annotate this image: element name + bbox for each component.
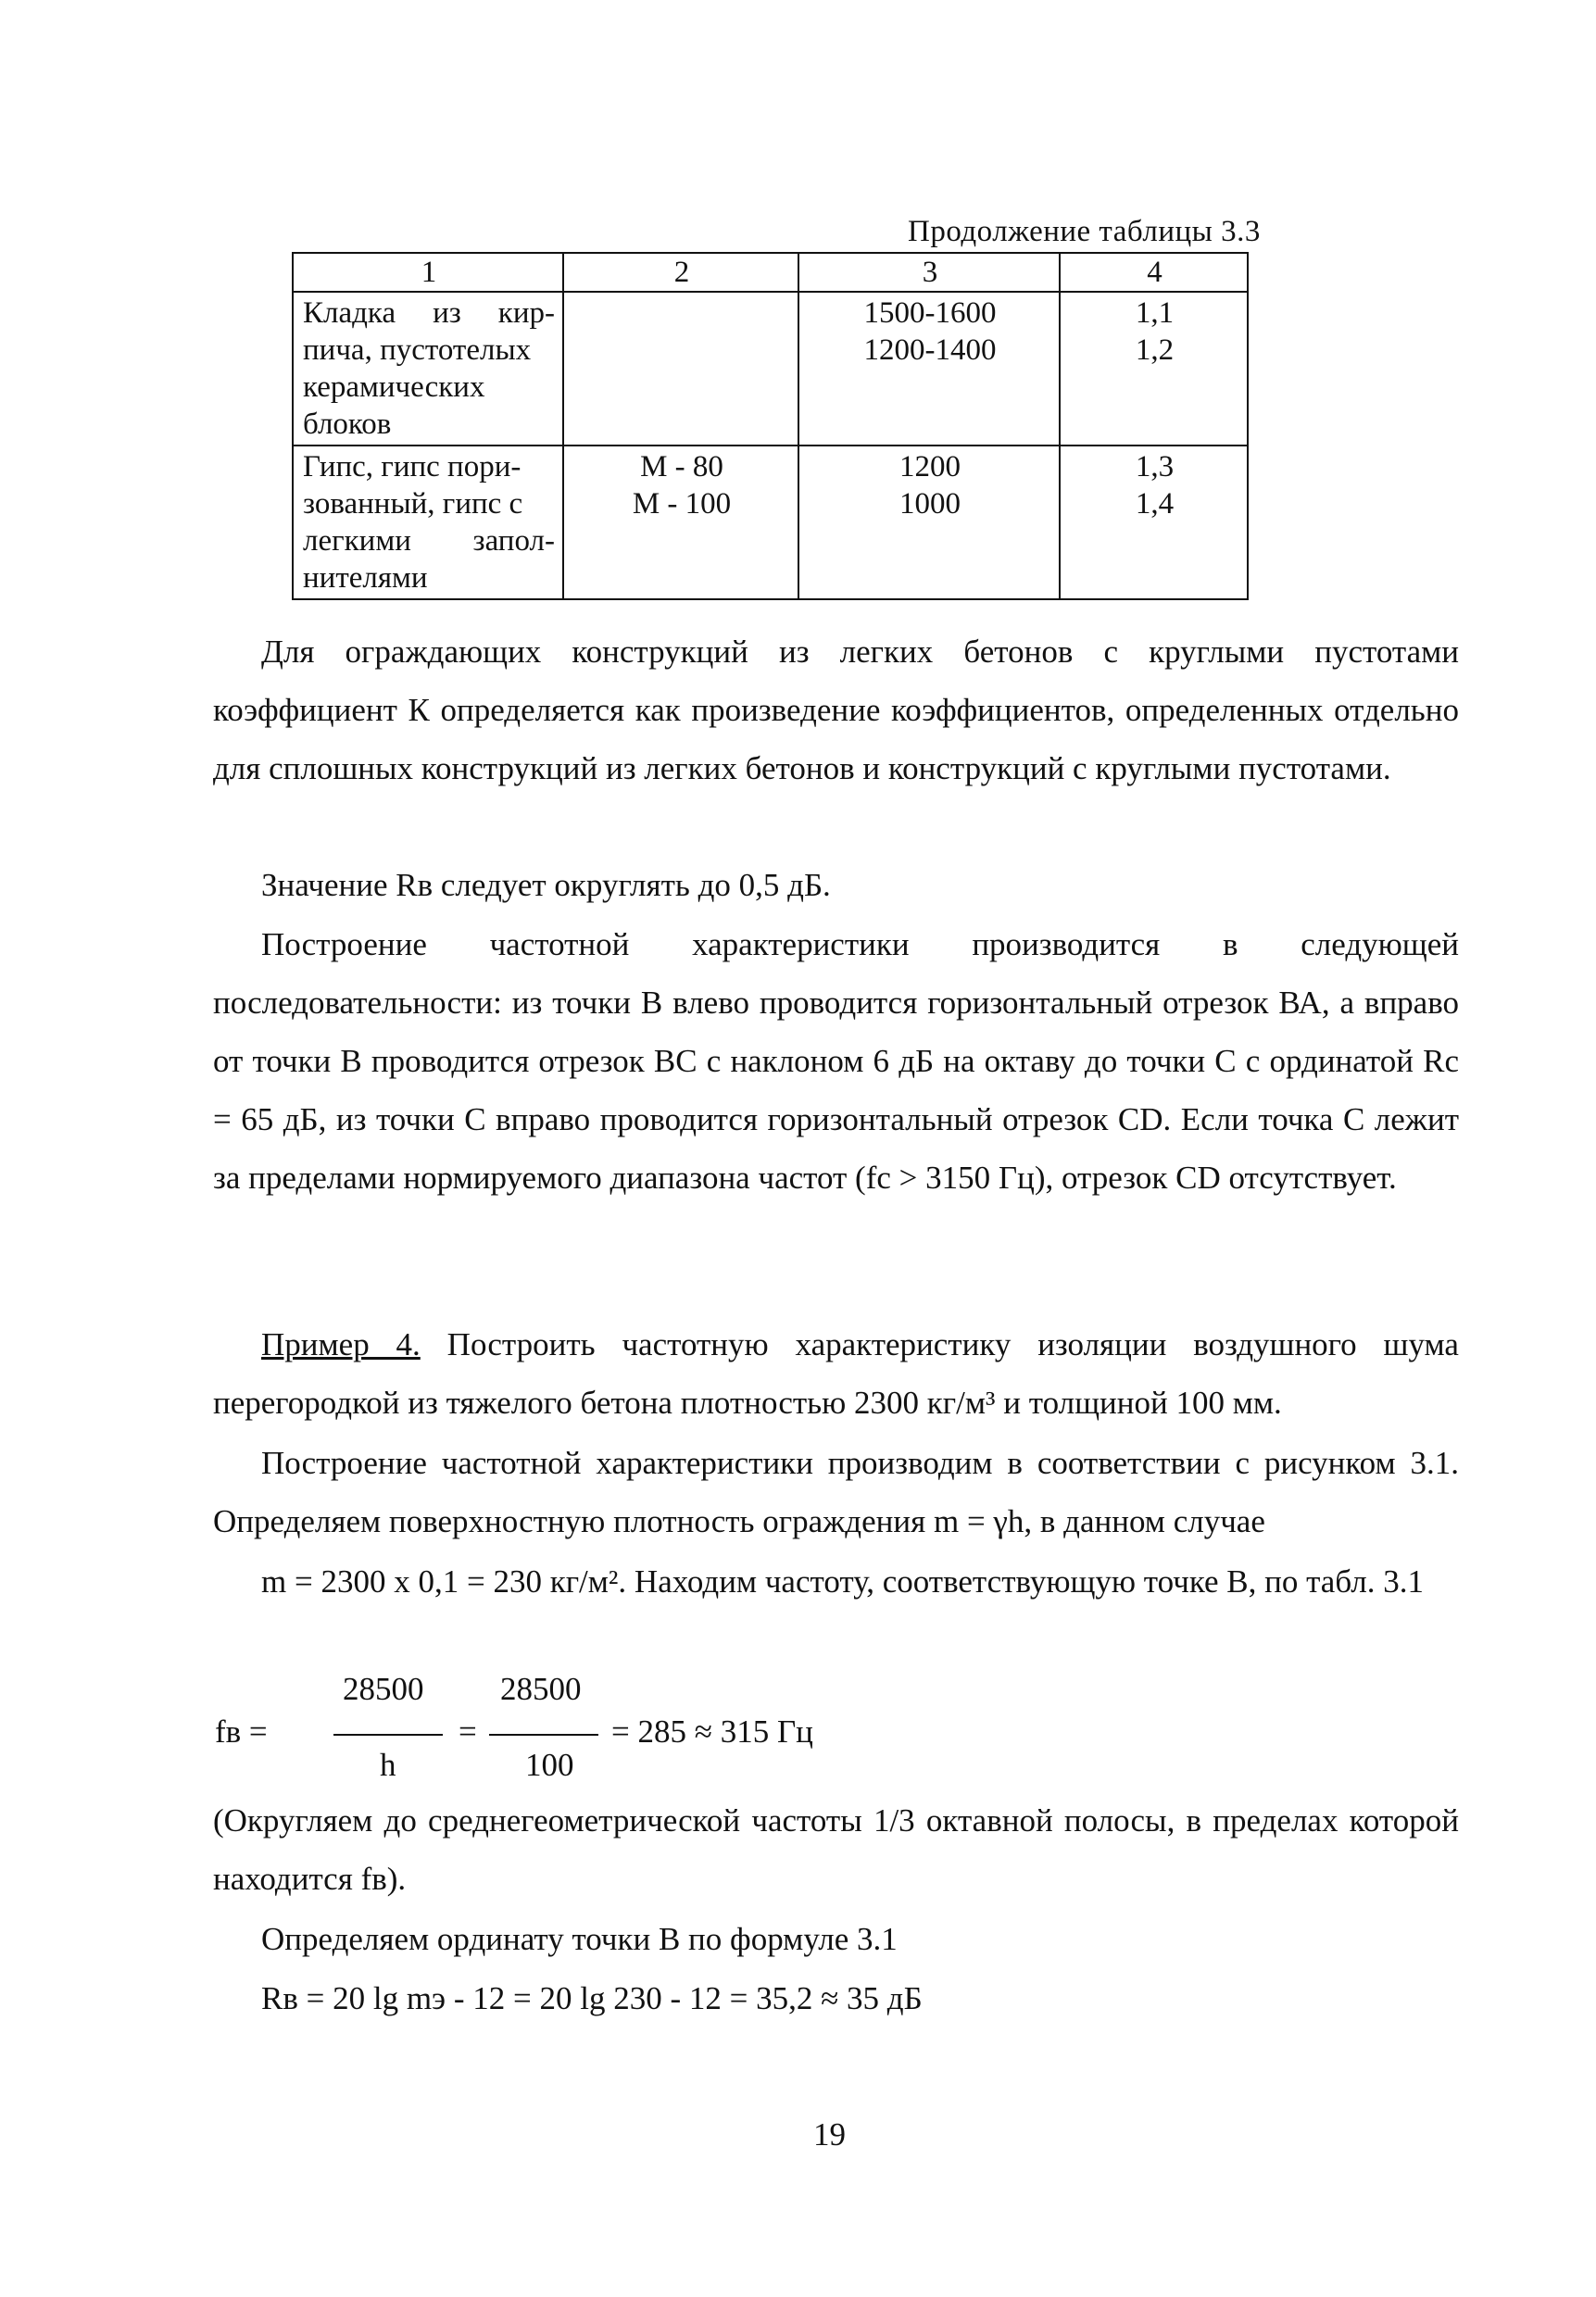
eq-result: = 285 ≈ 315 Гц	[611, 1713, 813, 1750]
material-line: нителями	[303, 561, 428, 595]
paragraph-text: Построить частотную характеристику изоляции воздушного шума перегородкой из тяжелого бетона плотностью 2300 кг/м³ и толщиной 100 мм.	[213, 1326, 1459, 1421]
table-row	[293, 446, 1248, 599]
paragraph-construction	[213, 915, 1459, 1207]
paragraph-rounding-note	[213, 1791, 1459, 1908]
paragraph-text: m = 2300 x 0,1 = 230 кг/м². Находим частоту, соответствующую точке В, по табл. 3.1	[261, 1563, 1424, 1600]
grade-cell	[563, 446, 798, 599]
eq-equals: =	[459, 1713, 477, 1750]
table-3-3	[292, 252, 1249, 600]
paragraph-surface-density	[213, 1434, 1459, 1550]
k-value: 1,3	[1135, 450, 1175, 483]
paragraph-text: Значение Rв следует округлять до 0,5 дБ.	[261, 867, 831, 903]
density-value: 1500-1600	[863, 296, 997, 330]
material-line: легкими запол-	[303, 524, 555, 558]
paragraph-text: Определяем ординату точки В по формуле 3.1	[261, 1921, 898, 1957]
material-line: керамических	[303, 370, 485, 404]
header-cell-3: 3	[798, 253, 1060, 292]
eq-denominator-2: 100	[525, 1747, 574, 1783]
table-caption: Продолжение таблицы 3.3	[908, 215, 1261, 248]
header-cell-1: 1	[293, 253, 563, 292]
paragraph-text: Построение частотной характеристики производим в соответствии с рисунком 3.1. Определяем поверхностную плотность ограждения m = γh, в данном случае	[213, 1445, 1459, 1539]
eq-denominator-1: h	[380, 1747, 396, 1783]
paragraph-text: Для ограждающих конструкций из легких бетонов с круглыми пустотами коэффициент К определяется как произведение коэффициентов, определенных отдельно для сплошных конструкций из легких бетонов и конструкций с круглыми пустотами.	[213, 634, 1459, 786]
density-value: 1000	[899, 487, 961, 521]
equation-rb	[213, 1969, 1459, 2027]
paragraph-lightweight-concrete	[213, 622, 1459, 797]
paragraph-ordinate	[213, 1910, 1459, 1968]
eq-numerator-2: 28500	[500, 1671, 582, 1707]
k-cell	[1060, 446, 1248, 599]
k-cell	[1060, 292, 1248, 446]
material-line: Гипс, гипс пори-	[303, 450, 522, 483]
density-value: 1200-1400	[863, 333, 997, 367]
grade-value: М - 80	[640, 450, 723, 483]
fraction-bar	[489, 1734, 598, 1736]
paragraph-text: (Округляем до среднегеометрической частоты 1/3 октавной полосы, в пределах которой находится fв).	[213, 1802, 1459, 1897]
k-value: 1,1	[1135, 296, 1175, 330]
header-cell-2: 2	[563, 253, 798, 292]
paragraph-text: Построение частотной характеристики производится в следующей последовательности: из точки В влево проводится горизонтальный отрезок ВА, а вправо от точки В проводится отрезок ВС с наклоном 6 дБ на октаву до точки С с ординатой Rс = 65 дБ, из точки С вправо проводится горизонтальный отрезок CD. Если точка С лежит за пределами нормируемого диапазона частот (fс > 3150 Гц), отрезок CD отсутствует.	[213, 926, 1459, 1196]
material-line: блоков	[303, 408, 392, 441]
table-header-row	[293, 253, 1248, 292]
material-cell	[293, 446, 563, 599]
paragraph-example-4	[213, 1315, 1459, 1432]
eq-numerator-1: 28500	[343, 1671, 424, 1707]
material-line: зованный, гипс с	[303, 487, 523, 521]
table-row	[293, 292, 1248, 446]
density-value: 1200	[899, 450, 961, 483]
equation-text: Rв = 20 lg mэ - 12 = 20 lg 230 - 12 = 35,2 ≈ 35 дБ	[261, 1980, 923, 2016]
page-number: 19	[813, 2116, 846, 2153]
grade-cell	[563, 292, 798, 446]
fraction-bar	[333, 1734, 443, 1736]
eq-lhs: fв =	[215, 1713, 268, 1750]
k-value: 1,4	[1135, 487, 1175, 521]
material-line: пича, пустотелых	[303, 333, 532, 367]
paragraph-mass-calc	[213, 1552, 1459, 1611]
k-value: 1,2	[1135, 333, 1175, 367]
example-label: Пример 4.	[261, 1326, 421, 1362]
material-line: Кладка из кир-	[303, 296, 555, 330]
density-cell	[798, 292, 1060, 446]
grade-value: М - 100	[632, 487, 732, 521]
material-cell	[293, 292, 563, 446]
header-cell-4: 4	[1060, 253, 1248, 292]
density-cell	[798, 446, 1060, 599]
paragraph-rounding	[213, 856, 1459, 914]
